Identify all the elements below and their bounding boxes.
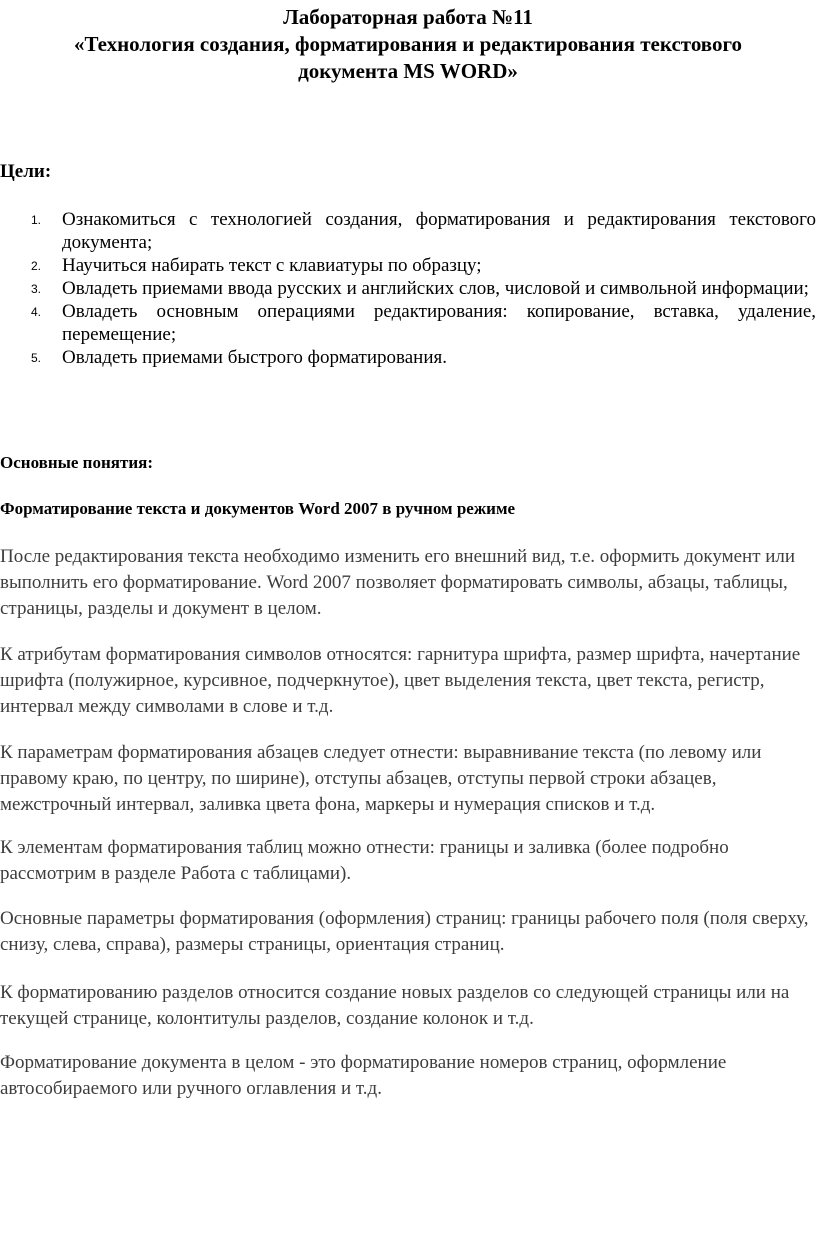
- goals-heading: Цели:: [0, 161, 52, 182]
- list-item-text: Овладеть приемами ввода русских и английских слов, числовой и символьной информации;: [62, 278, 809, 299]
- list-item-number: 5.: [31, 351, 42, 365]
- list-item-text: Ознакомиться с технологией создания, форматирования и редактирования текстового документа;: [62, 209, 816, 253]
- list-item-number: 4.: [31, 305, 42, 319]
- paragraph-paragraph-formatting: К параметрам форматирования абзацев следует отнести: выравнивание текста (по левому или правому краю, по центру, по ширине), отступы абзацев, отступы первой строки абзацев, межстрочный интервал, заливка цвета фона, маркеры и нумерация списков и т.д.: [0, 742, 762, 815]
- basics-heading: Основные понятия:: [0, 453, 153, 472]
- list-item: [0, 208, 816, 254]
- goals-list: [0, 208, 816, 369]
- formatting-subheading: Форматирование текста и документов Word 2007 в ручном режиме: [0, 499, 516, 518]
- list-item-text: Овладеть основным операциями редактирования: копирование, вставка, удаление, перемещение;: [62, 301, 816, 345]
- list-item: [0, 300, 816, 346]
- list-item-text: Научиться набирать текст с клавиатуры по образцу;: [62, 255, 482, 276]
- title-line-1: Лабораторная работа №11: [283, 5, 533, 29]
- document-title: [0, 4, 816, 85]
- list-item: [0, 277, 816, 300]
- list-item-number: 3.: [31, 282, 42, 296]
- paragraph-table-formatting: К элементам форматирования таблиц можно отнести: границы и заливка (более подробно рассмотрим в разделе Работа с таблицами).: [0, 837, 729, 884]
- list-item-number: 2.: [31, 259, 42, 273]
- paragraph-section-formatting: К форматированию разделов относится создание новых разделов со следующей страницы или на текущей странице, колонтитулы разделов, создание колонок и т.д.: [0, 982, 790, 1029]
- list-item: [0, 346, 816, 369]
- title-line-3: документа MS WORD»: [298, 59, 518, 83]
- list-item: [0, 254, 816, 277]
- title-line-2: «Технология создания, форматирования и редактирования текстового: [73, 32, 743, 56]
- paragraph-document-formatting: Форматирование документа в целом - это форматирование номеров страниц, оформление автособираемого или ручного оглавления и т.д.: [0, 1052, 727, 1099]
- paragraph-intro: После редактирования текста необходимо изменить его внешний вид, т.е. оформить документ или выполнить его форматирование. Word 2007 позволяет форматировать символы, абзацы, таблицы, страницы, разделы и документ в целом.: [0, 546, 796, 619]
- paragraph-character-formatting: К атрибутам форматирования символов относятся: гарнитура шрифта, размер шрифта, начертание шрифта (полужирное, курсивное, подчеркнутое), цвет выделения текста, цвет текста, регистр, интервал между символами в слове и т.д.: [0, 644, 801, 717]
- list-item-text: Овладеть приемами быстрого форматирования.: [62, 347, 447, 368]
- paragraph-page-formatting: Основные параметры форматирования (оформления) страниц: границы рабочего поля (поля сверху, снизу, слева, справа), размеры страницы, ориентация страниц.: [0, 908, 809, 955]
- list-item-number: 1.: [31, 213, 42, 227]
